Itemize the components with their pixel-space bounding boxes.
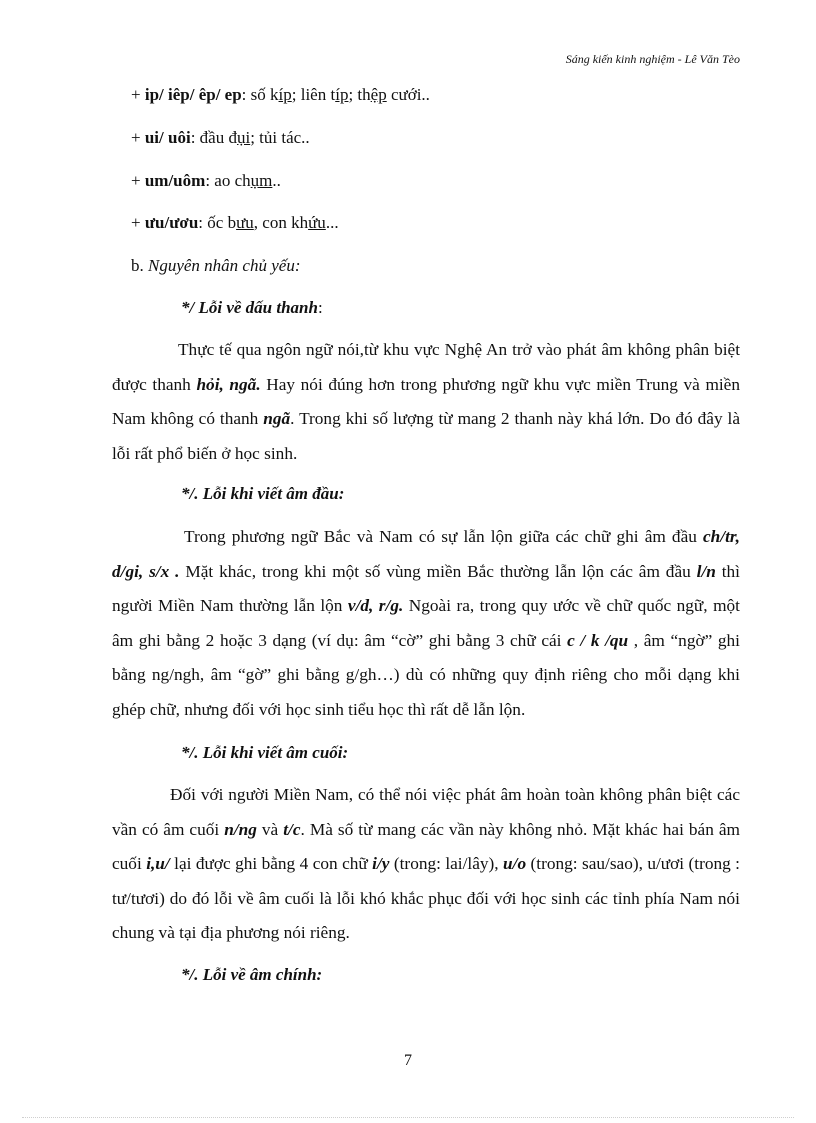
footer-divider xyxy=(22,1117,794,1118)
underlined-rhyme: ứu xyxy=(308,213,326,232)
bullet-line xyxy=(131,127,816,149)
page-header: Sáng kiến kinh nghiệm - Lê Văn Tèo xyxy=(565,52,740,66)
heading-final-errors: */. Lỗi khi viết âm cuối: xyxy=(181,743,349,762)
heading-initial-errors: */. Lỗi khi viết âm đầu: xyxy=(181,484,345,503)
colon: : xyxy=(198,213,208,232)
colon: : xyxy=(190,128,200,147)
paragraph-initial-errors: Trong phương ngữ Bắc và Nam có sự lẫn lộn giữa các chữ ghi âm đầu ch/tr, d/gi, s/x . Mặt khác, trong khi một số vùng miền Bắc thường lẫn lộn các âm đầu l/n thì người Miền Nam thường lẫn lộn v/d, r/g. Ngoài ra, trong quy ước về chữ quốc ngữ, một âm ghi bằng 2 hoặc 3 dạng (ví dụ: âm “cờ” ghi bằng 3 chữ cái c / k /qu , âm “ngờ” ghi bằng ng/ngh, âm “gờ” ghi bằng g/gh…) dù có những quy định riêng cho mỗi dạng khi ghép chữ, nhưng đối với học sinh tiểu học thì rất dễ lẫn lộn. xyxy=(112,527,740,719)
bullet-prefix: + xyxy=(131,85,145,104)
colon: : xyxy=(241,85,251,104)
example-text: cưới.. xyxy=(386,85,430,104)
section-label: b. xyxy=(131,256,148,275)
underlined-rhyme: íp xyxy=(278,85,292,104)
colon: : xyxy=(205,171,215,190)
underlined-rhyme: ưu xyxy=(236,213,254,232)
example-text: số k xyxy=(250,85,279,104)
section-b-title xyxy=(131,255,816,277)
paragraph-tone-errors: Thực tế qua ngôn ngữ nói,từ khu vực Nghệ An trở vào phát âm không phân biệt được thanh hỏi, ngã. Hay nói đúng hơn trong phương ngữ khu vực miền Trung và miền Nam không có thanh ngã. Trong khi số lượng từ mang 2 thanh này khá lớn. Do đó đây là lỗi rất phổ biến ở học sinh. xyxy=(112,340,741,463)
example-text: ; tủi tác.. xyxy=(250,128,310,147)
underlined-rhyme: ụm xyxy=(250,171,273,190)
heading-tone-errors xyxy=(181,297,816,319)
bullet-prefix: + xyxy=(131,128,145,147)
section-title: Nguyên nhân chủ yếu: xyxy=(148,256,301,275)
rhyme-label: ưu/ươu xyxy=(144,213,199,232)
underlined-rhyme: ệp xyxy=(370,85,387,104)
example-text: , con kh xyxy=(253,213,309,232)
paragraph-final-errors: Đối với người Miền Nam, có thể nói việc phát âm hoàn toàn không phân biệt các vần có âm cuối n/ng và t/c. Mà số từ mang các vần này không nhỏ. Mặt khác hai bán âm cuối i,u/ lại được ghi bằng 4 con chữ i/y (trong: lai/lây), u/o (trong: sau/sao), u/ươi (trong : tư/tươi) do đó lỗi về âm cuối là lỗi khó khắc phục đối với học sinh các tỉnh phía Nam nói chung và tại địa phương nói riêng. xyxy=(112,785,740,943)
bullet-line xyxy=(131,170,816,192)
underlined-rhyme: íp xyxy=(335,85,349,104)
example-text: ... xyxy=(325,213,339,232)
example-text: ao ch xyxy=(214,171,251,190)
example-text: .. xyxy=(272,171,281,190)
rhyme-label: ui/ uôi xyxy=(144,128,191,147)
rhyme-label: ip/ iêp/ êp/ ep xyxy=(144,85,242,104)
underlined-rhyme: ụi xyxy=(236,128,251,147)
heading-text: */ Lỗi về dấu thanh xyxy=(181,298,318,317)
heading-colon: : xyxy=(317,298,323,317)
heading-main-vowel-errors: */. Lỗi về âm chính: xyxy=(181,965,323,984)
page-number: 7 xyxy=(404,1052,412,1069)
rhyme-label: um/uôm xyxy=(144,171,206,190)
example-text: ; th xyxy=(348,85,371,104)
bullet-prefix: + xyxy=(131,171,145,190)
example-text: đầu đ xyxy=(199,128,237,147)
example-text: ốc b xyxy=(207,213,237,232)
bullet-line xyxy=(131,212,816,234)
bullet-prefix: + xyxy=(131,213,145,232)
example-text: ; liên t xyxy=(291,85,336,104)
bullet-line xyxy=(131,84,816,106)
